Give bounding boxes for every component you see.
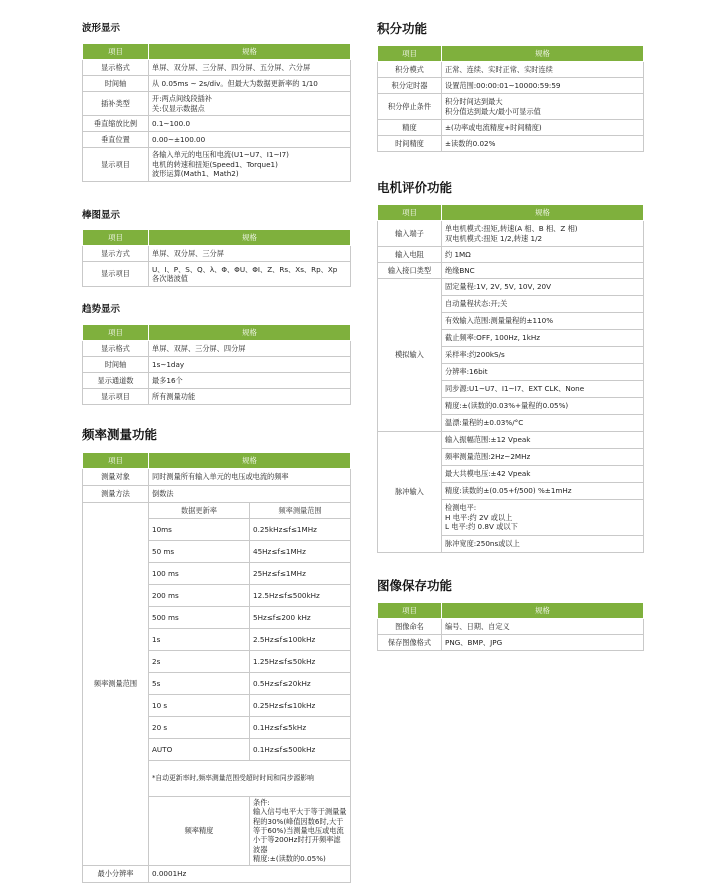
trend-table bbox=[82, 324, 351, 405]
analog-spec: 同步源:U1~U7、I1~I7、EXT CLK、None bbox=[442, 381, 644, 398]
row-key: 显示项目 bbox=[83, 148, 149, 182]
col-header-spec: 规格 bbox=[442, 603, 644, 619]
row-value: 各输入单元的电压和电流(U1~U7、I1~I7) 电机的转速和扭矩(Speed1、Torque1) 波形运算(Math1、Math2) bbox=[149, 148, 351, 182]
row-value: PNG、BMP、JPG bbox=[442, 635, 644, 651]
row-value: 0.1~100.0 bbox=[149, 116, 351, 132]
row-key: 输入电阻 bbox=[378, 247, 442, 263]
col-header-item: 项目 bbox=[83, 44, 149, 60]
row-value: 编号、日期、自定义 bbox=[442, 619, 644, 635]
row-value: 最多16个 bbox=[149, 373, 351, 389]
analog-spec: 分辨率:16bit bbox=[442, 364, 644, 381]
range-cell: 0.1Hz≤f≤500kHz bbox=[250, 739, 351, 761]
row-value: 1s~1day bbox=[149, 357, 351, 373]
row-key: 保存图像格式 bbox=[378, 635, 442, 651]
rate-cell: 10ms bbox=[149, 519, 250, 541]
row-key: 显示项目 bbox=[83, 262, 149, 287]
bar-table bbox=[82, 229, 351, 287]
freq-note: *自动更新率时,频率测量范围受超时时间和同步源影响 bbox=[149, 761, 351, 797]
range-cell: 45Hz≤f≤1MHz bbox=[250, 541, 351, 563]
col-header-item: 项目 bbox=[83, 325, 149, 341]
row-value: U、I、P、S、Q、λ、Φ、ΦU、ΦI、Z、Rs、Xs、Rp、Xp 各次谐波值 bbox=[149, 262, 351, 287]
row-value: 单屏、双分屏、三分屏、四分屏、五分屏、六分屏 bbox=[149, 60, 351, 76]
analog-input-label: 模拟输入 bbox=[378, 279, 442, 432]
row-value: 从 0.05ms ~ 2s/div。但最大为数据更新率的 1/10 bbox=[149, 76, 351, 92]
analog-spec: 截止频率:OFF, 100Hz, 1kHz bbox=[442, 330, 644, 347]
row-key: 显示通道数 bbox=[83, 373, 149, 389]
row-key: 时间轴 bbox=[83, 357, 149, 373]
range-cell: 12.5Hz≤f≤500kHz bbox=[250, 585, 351, 607]
motor-table bbox=[377, 204, 644, 553]
row-value: 正常、连续、实时正常、实时连续 bbox=[442, 62, 644, 78]
row-value: 约 1MΩ bbox=[442, 247, 644, 263]
rate-cell: 1s bbox=[149, 629, 250, 651]
row-key: 插补类型 bbox=[83, 92, 149, 116]
trend-title: 趋势显示 bbox=[82, 304, 121, 315]
analog-spec: 温漂:量程的±0.03%/°C bbox=[442, 415, 644, 432]
integration-title: 积分功能 bbox=[377, 21, 428, 36]
row-key: 输入端子 bbox=[378, 221, 442, 247]
row-key: 时间轴 bbox=[83, 76, 149, 92]
freq-range-label: 频率测量范围 bbox=[83, 503, 149, 866]
range-cell: 0.25Hz≤f≤10kHz bbox=[250, 695, 351, 717]
rate-cell: 50 ms bbox=[149, 541, 250, 563]
rate-cell: AUTO bbox=[149, 739, 250, 761]
pulse-input-label: 脉冲输入 bbox=[378, 432, 442, 553]
row-key: 积分停止条件 bbox=[378, 94, 442, 120]
row-key: 垂直位置 bbox=[83, 132, 149, 148]
range-cell: 25Hz≤f≤1MHz bbox=[250, 563, 351, 585]
row-value: 0.0001Hz bbox=[149, 865, 351, 882]
row-value: ±(功率或电流精度+时间精度) bbox=[442, 120, 644, 136]
row-value: 0.00~±100.00 bbox=[149, 132, 351, 148]
pulse-spec: 脉冲宽度:250ns或以上 bbox=[442, 536, 644, 553]
freq-table bbox=[82, 452, 351, 883]
row-value: 绝缘BNC bbox=[442, 263, 644, 279]
row-key: 图像命名 bbox=[378, 619, 442, 635]
range-cell: 2.5Hz≤f≤100kHz bbox=[250, 629, 351, 651]
freq-title: 频率测量功能 bbox=[82, 427, 158, 442]
col-header-spec: 规格 bbox=[149, 44, 351, 60]
analog-spec: 采样率:约200kS/s bbox=[442, 347, 644, 364]
pulse-spec: 频率测量范围:2Hz~2MHz bbox=[442, 449, 644, 466]
range-cell: 0.25kHz≤f≤1MHz bbox=[250, 519, 351, 541]
sub-header-rate: 数据更新率 bbox=[149, 503, 250, 519]
row-key: 垂直缩放比例 bbox=[83, 116, 149, 132]
waveform-title: 波形显示 bbox=[82, 23, 121, 34]
row-value: 所有测量功能 bbox=[149, 389, 351, 405]
pulse-spec: 最大共模电压:±42 Vpeak bbox=[442, 466, 644, 483]
motor-title: 电机评价功能 bbox=[377, 180, 453, 195]
row-value: 开:两点间线段插补 关:仅显示数据点 bbox=[149, 92, 351, 116]
row-key: 显示方式 bbox=[83, 246, 149, 262]
row-key: 积分模式 bbox=[378, 62, 442, 78]
image-save-table bbox=[377, 602, 644, 651]
col-header-spec: 规格 bbox=[149, 230, 351, 246]
row-value: ±读数的0.02% bbox=[442, 136, 644, 152]
analog-spec: 精度:±(读数的0.03%+量程的0.05%) bbox=[442, 398, 644, 415]
col-header-spec: 规格 bbox=[442, 46, 644, 62]
row-value: 单屏、双分屏、三分屏 bbox=[149, 246, 351, 262]
waveform-table bbox=[82, 43, 351, 182]
row-key: 显示格式 bbox=[83, 341, 149, 357]
row-value: 设置范围:00:00:01~10000:59:59 bbox=[442, 78, 644, 94]
row-value: 倒数法 bbox=[149, 486, 351, 503]
row-value: 同时测量所有输入单元的电压或电流的频率 bbox=[149, 469, 351, 486]
rate-cell: 200 ms bbox=[149, 585, 250, 607]
col-header-spec: 规格 bbox=[149, 325, 351, 341]
col-header-item: 项目 bbox=[83, 230, 149, 246]
analog-spec: 自动量程状态:开;关 bbox=[442, 296, 644, 313]
analog-spec: 有效输入范围:测量量程的±110% bbox=[442, 313, 644, 330]
rate-cell: 20 s bbox=[149, 717, 250, 739]
range-cell: 0.1Hz≤f≤5kHz bbox=[250, 717, 351, 739]
row-key: 积分定时器 bbox=[378, 78, 442, 94]
integration-table bbox=[377, 45, 644, 152]
row-key: 显示格式 bbox=[83, 60, 149, 76]
col-header-spec: 规格 bbox=[442, 205, 644, 221]
range-cell: 5Hz≤f≤200 kHz bbox=[250, 607, 351, 629]
row-key: 测量对象 bbox=[83, 469, 149, 486]
range-cell: 1.25Hz≤f≤50kHz bbox=[250, 651, 351, 673]
rate-cell: 5s bbox=[149, 673, 250, 695]
pulse-spec: 检测电平: H 电平:约 2V 或以上 L 电平:约 0.8V 或以下 bbox=[442, 500, 644, 536]
row-value: 积分时间达到最大 积分值达到最大/最小可显示值 bbox=[442, 94, 644, 120]
rate-cell: 500 ms bbox=[149, 607, 250, 629]
col-header-item: 项目 bbox=[378, 603, 442, 619]
row-key: 时间精度 bbox=[378, 136, 442, 152]
row-key: 精度 bbox=[378, 120, 442, 136]
row-value: 单屏、双屏、三分屏、四分屏 bbox=[149, 341, 351, 357]
row-key: 最小分辨率 bbox=[83, 865, 149, 882]
row-key: 输入接口类型 bbox=[378, 263, 442, 279]
row-value: 单电机模式:扭矩,转速(A 相、B 相、Z 相) 双电机模式:扭矩 1/2,转速 1/2 bbox=[442, 221, 644, 247]
pulse-spec: 精度:读数的±(0.05+f/500) %±1mHz bbox=[442, 483, 644, 500]
rate-cell: 100 ms bbox=[149, 563, 250, 585]
row-key: 频率精度 bbox=[149, 797, 250, 866]
image-save-title: 图像保存功能 bbox=[377, 578, 453, 593]
col-header-item: 项目 bbox=[378, 46, 442, 62]
rate-cell: 10 s bbox=[149, 695, 250, 717]
pulse-spec: 输入振幅范围:±12 Vpeak bbox=[442, 432, 644, 449]
col-header-item: 项目 bbox=[378, 205, 442, 221]
rate-cell: 2s bbox=[149, 651, 250, 673]
col-header-spec: 规格 bbox=[149, 453, 351, 469]
row-key: 显示项目 bbox=[83, 389, 149, 405]
sub-header-range: 频率测量范围 bbox=[250, 503, 351, 519]
col-header-item: 项目 bbox=[83, 453, 149, 469]
row-key: 测量方法 bbox=[83, 486, 149, 503]
row-value: 条件: 输入信号电平大于等于测量量程的30%(峰值因数6时,大于等于60%)当测量电压或电流小于等200Hz时打开频率滤波器 精度:±(读数的0.05%) bbox=[250, 797, 351, 866]
analog-spec: 固定量程:1V, 2V, 5V, 10V, 20V bbox=[442, 279, 644, 296]
bar-title: 棒图显示 bbox=[82, 210, 121, 221]
range-cell: 0.5Hz≤f≤20kHz bbox=[250, 673, 351, 695]
